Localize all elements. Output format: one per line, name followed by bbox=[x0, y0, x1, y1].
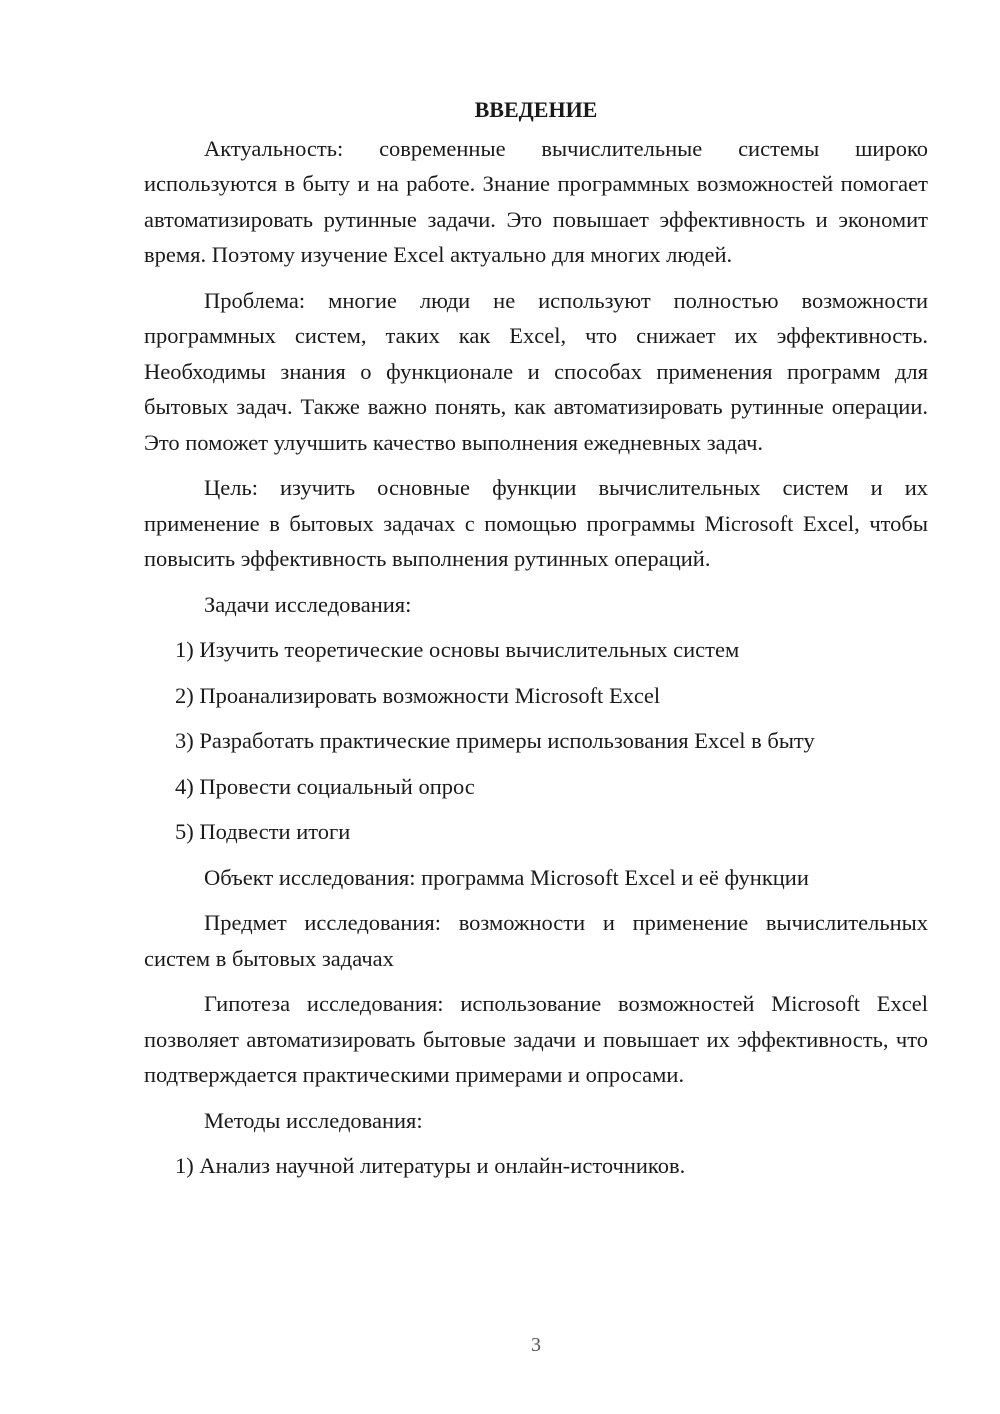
section-title: ВВЕДЕНИЕ bbox=[474, 97, 598, 122]
paragraph-object: Объект исследования: программа Microsoft Excel и её функции bbox=[204, 864, 809, 890]
tasks-heading: Задачи исследования: bbox=[204, 591, 412, 617]
tasks-list bbox=[144, 632, 928, 850]
list-item: 5) Подвести итоги bbox=[175, 819, 351, 844]
list-item: 1) Анализ научной литературы и онлайн-источников. bbox=[175, 1153, 686, 1178]
list-item: 3) Разработать практические примеры использования Excel в быту bbox=[175, 728, 815, 753]
paragraph-subject: Предмет исследования: возможности и применение вычислительных систем в бытовых задачах bbox=[144, 910, 928, 971]
methods-heading: Методы исследования: bbox=[204, 1107, 423, 1133]
list-item: 2) Проанализировать возможности Microsoft Excel bbox=[175, 682, 661, 708]
paragraph-relevance: Актуальность: современные вычислительные системы широко используются в быту и на работе. Знание программных возможностей помогает автоматизировать рутинные задачи. Это повышает эффективность и экономит время. Поэтому изучение Excel актуально для многих людей. bbox=[144, 135, 928, 267]
page-number: 3 bbox=[531, 1334, 541, 1356]
paragraph-goal: Цель: изучить основные функции вычислительных систем и их применение в бытовых задачах с помощью программы Microsoft Excel, чтобы повысить эффективность выполнения рутинных операций. bbox=[144, 475, 928, 571]
list-item: 4) Провести социальный опрос bbox=[175, 773, 475, 799]
methods-list bbox=[144, 1148, 928, 1184]
paragraph-hypothesis: Гипотеза исследования: использование возможностей Microsoft Excel позволяет автоматизировать бытовые задачи и повышает их эффективность, что подтверждается практическими примерами и опросами. bbox=[144, 991, 928, 1087]
paragraph-problem: Проблема: многие люди не используют полностью возможности программных систем, таких как Excel, что снижает их эффективность. Необходимы знания о функционале и способах применения программ для бытовых задач. Также важно понять, как автоматизировать рутинные операции. Это поможет улучшить качество выполнения ежедневных задач. bbox=[144, 287, 928, 455]
list-item: 1) Изучить теоретические основы вычислительных систем bbox=[175, 637, 740, 662]
document-page bbox=[144, 92, 928, 1194]
